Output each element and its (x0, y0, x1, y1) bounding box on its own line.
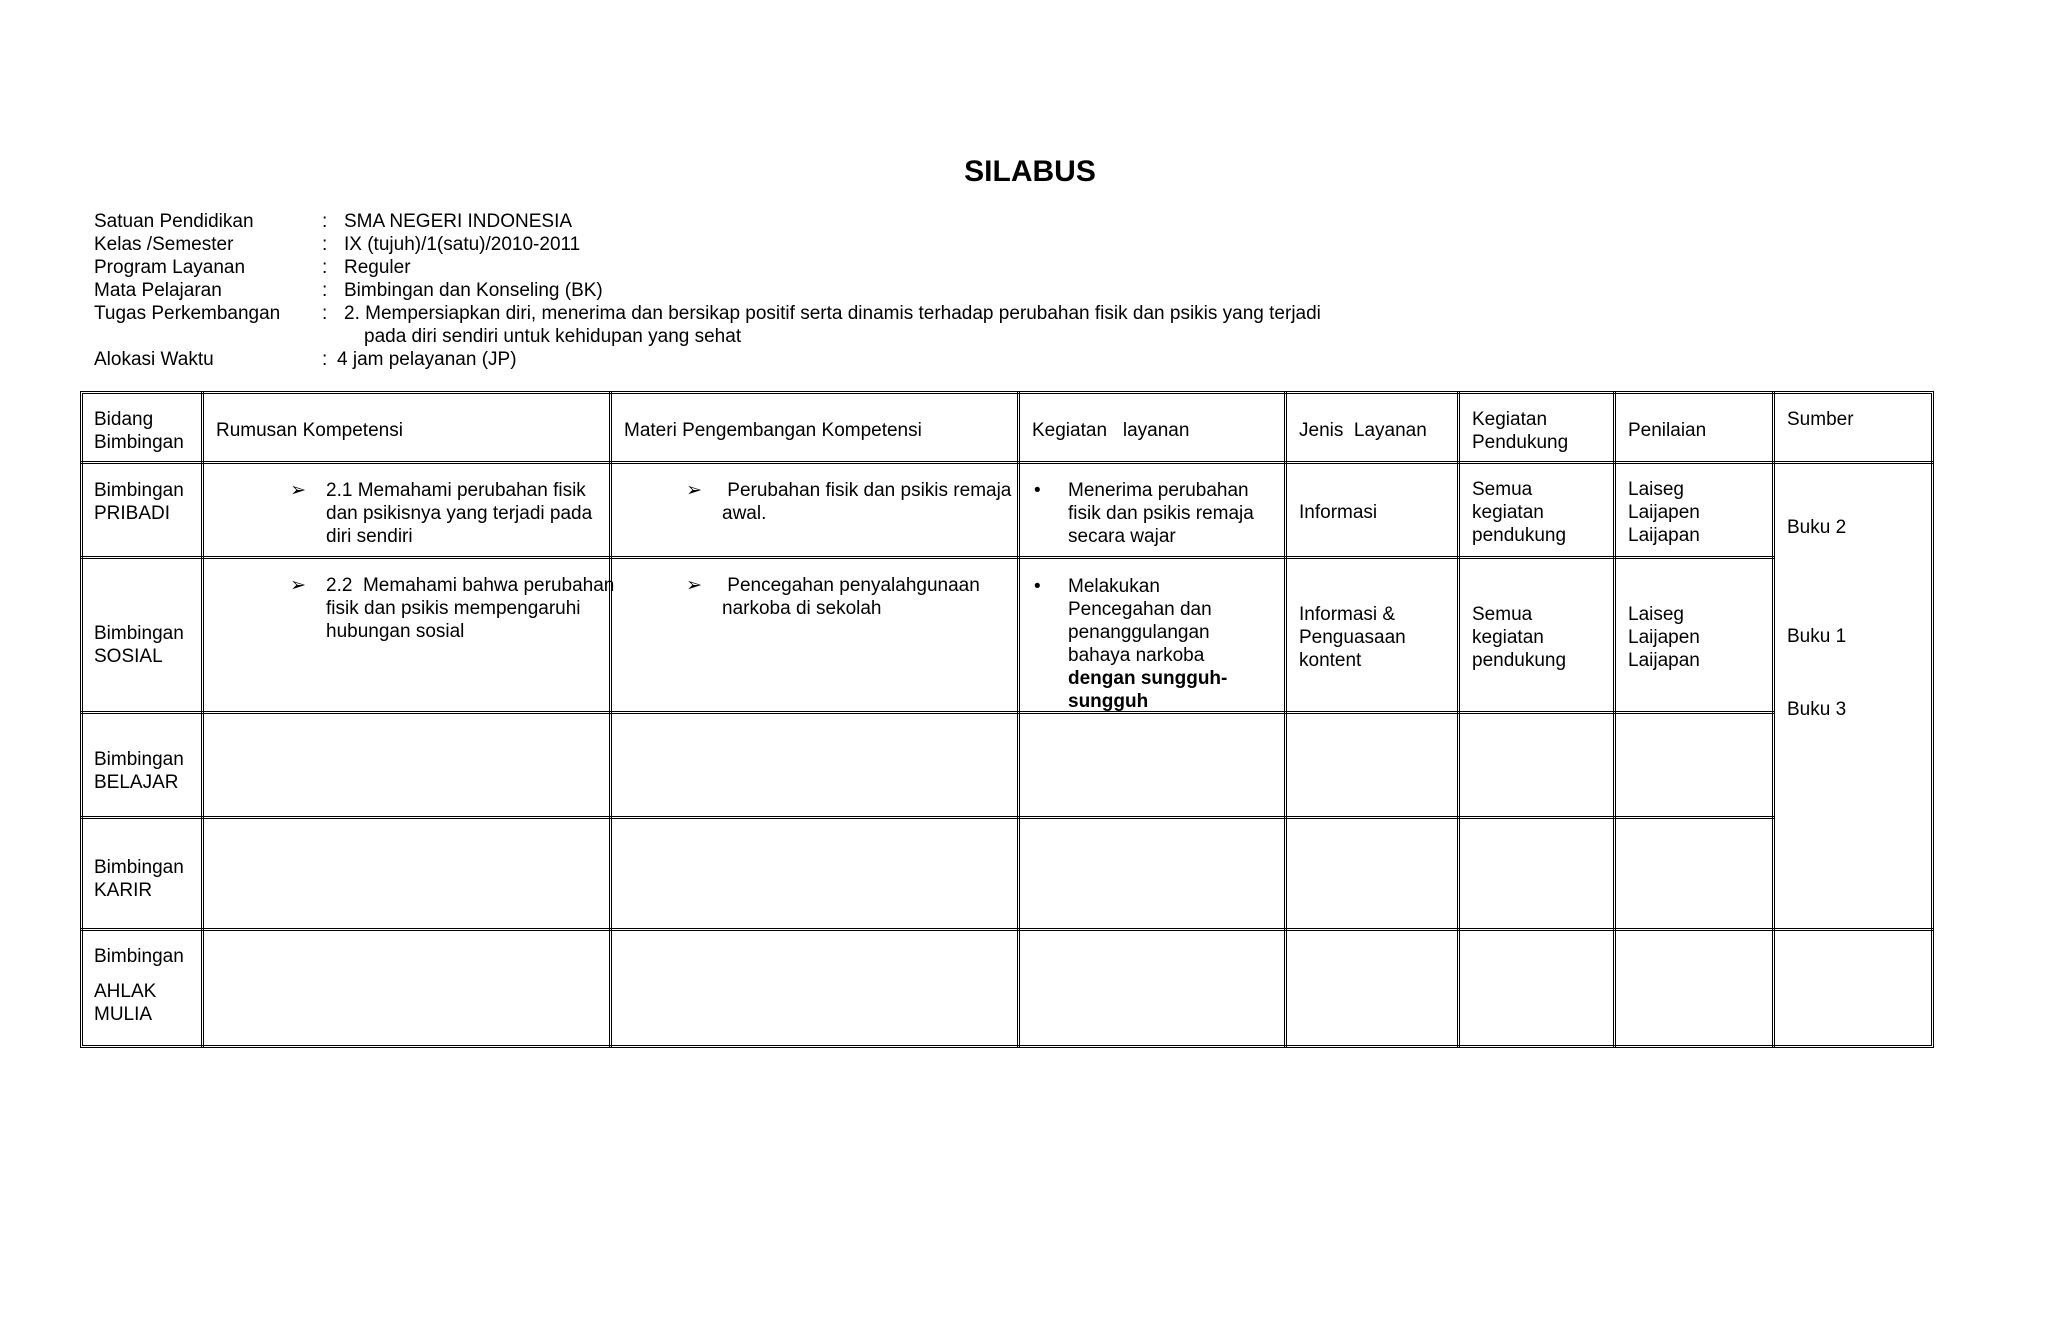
cell-line: BELAJAR (94, 772, 179, 793)
cell-line: Laijapan (1628, 525, 1700, 546)
page-title: SILABUS (964, 155, 1096, 188)
cell-line: dan psikisnya yang terjadi pada (326, 503, 593, 524)
meta-value: SMA NEGERI INDONESIA (344, 211, 573, 232)
row-sosial-materi (612, 574, 1012, 620)
cell-line: Perubahan fisik dan psikis remaja (722, 480, 1012, 501)
arrow-bullet-icon: ➢ (290, 575, 306, 596)
meta-row-alokasi (94, 348, 1494, 371)
meta-label: Mata Pelajaran (94, 280, 222, 301)
meta-colon: : (322, 234, 328, 255)
meta-value (344, 302, 1494, 348)
meta-label: Program Layanan (94, 257, 246, 278)
meta-value: Bimbingan dan Konseling (BK) (344, 280, 603, 301)
cell-line: SOSIAL (94, 646, 163, 667)
header-pendukung (1460, 408, 1610, 454)
meta-colon: : (322, 257, 328, 278)
list-item-text (1068, 479, 1254, 548)
cell-line: fisik dan psikis remaja (1068, 503, 1254, 524)
arrow-bullet-icon: ➢ (290, 480, 306, 501)
table-row-divider (80, 556, 1774, 559)
cell-line: Menerima perubahan (1068, 480, 1249, 501)
meta-label: Kelas /Semester (94, 234, 234, 255)
cell-line: diri sendiri (326, 526, 413, 547)
arrow-bullet-icon: ➢ (686, 575, 702, 596)
cell-line: Bimbingan (94, 857, 184, 878)
cell-line: awal. (722, 503, 767, 524)
table-row-divider (80, 711, 1774, 714)
list-item (216, 479, 604, 548)
header-text: Pendukung (1472, 432, 1569, 453)
meta-value: Reguler (344, 257, 411, 278)
list-item (1032, 575, 1280, 713)
meta-label: Alokasi Waktu (94, 349, 214, 370)
arrow-bullet-icon: ➢ (686, 480, 702, 501)
list-item (216, 574, 615, 643)
list-item (624, 479, 1012, 525)
cell-line: kegiatan (1472, 502, 1544, 523)
meta-row-program (94, 256, 1494, 279)
header-text: Bimbingan (94, 432, 184, 453)
header-rumusan: Rumusan Kompetensi (216, 420, 403, 441)
row-pribadi-bidang (82, 479, 200, 525)
row-pribadi-penilaian (1616, 478, 1766, 547)
list-item-text (326, 574, 614, 643)
cell-line: secara wajar (1068, 526, 1176, 547)
row-pribadi-jenis: Informasi (1299, 502, 1378, 523)
cell-line: pendukung (1472, 650, 1567, 671)
cell-line: Bimbingan (94, 946, 184, 967)
list-item-text (722, 479, 1011, 525)
bullet-icon: • (1034, 576, 1041, 597)
cell-line: kontent (1299, 650, 1362, 671)
row-sosial-penilaian (1616, 603, 1766, 672)
cell-line: Pencegahan penyalahgunaan (722, 575, 980, 596)
cell-line: pendukung (1472, 525, 1567, 546)
cell-line: Pencegahan dan (1068, 599, 1212, 620)
meta-colon: : (322, 280, 328, 301)
header-bidang (82, 408, 200, 454)
sumber-item: Buku 1 (1787, 626, 1847, 647)
row-pribadi-pendukung (1460, 478, 1610, 547)
cell-line: Bimbingan (94, 623, 184, 644)
meta-label: Tugas Perkembangan (94, 303, 281, 324)
cell-line: MULIA (94, 1004, 153, 1025)
list-item (1032, 479, 1280, 548)
list-item (624, 574, 1012, 620)
cell-line: Laijapan (1628, 650, 1700, 671)
meta-row-mapel (94, 279, 1494, 302)
table-row-divider (80, 928, 1934, 931)
meta-colon: : (322, 211, 328, 232)
meta-row-tugas (94, 302, 1494, 348)
cell-line: kegiatan (1472, 627, 1544, 648)
cell-line: Laiseg (1628, 479, 1684, 500)
cell-line: fisik dan psikis mempengaruhi (326, 598, 581, 619)
table-row-divider (80, 461, 1934, 464)
meta-row-satuan (94, 210, 1494, 233)
cell-line: Laiseg (1628, 604, 1684, 625)
meta-row-kelas (94, 233, 1494, 256)
cell-line: Semua (1472, 604, 1533, 625)
header-kegiatan: Kegiatan layanan (1032, 420, 1190, 441)
cell-line: Bimbingan (94, 749, 184, 770)
header-text: Bidang (94, 409, 154, 430)
cell-line: Informasi & (1299, 604, 1396, 625)
row-sosial-rumusan (204, 574, 615, 643)
cell-line-bold: dengan sungguh- (1068, 668, 1228, 689)
cell-line: penanggulangan (1068, 622, 1210, 643)
row-ahlak-bidang (82, 945, 200, 1026)
cell-line: KARIR (94, 880, 153, 901)
row-sosial-bidang (82, 622, 200, 668)
list-item-text (722, 574, 980, 620)
cell-line: narkoba di sekolah (722, 598, 882, 619)
list-item-text (1068, 575, 1227, 713)
cell-line: Semua (1472, 479, 1533, 500)
bullet-icon: • (1034, 480, 1041, 501)
cell-line: bahaya narkoba (1068, 645, 1205, 666)
cell-line: 2.2 Memahami bahwa perubahan (326, 575, 615, 596)
header-penilaian: Penilaian (1628, 420, 1707, 441)
cell-line: Laijapen (1628, 502, 1700, 523)
cell-line: Melakukan (1068, 576, 1160, 597)
meta-value-continuation: pada diri sendiri untuk kehidupan yang sehat (364, 326, 742, 347)
meta-value-line: 2. Mempersiapkan diri, menerima dan bersikap positif serta dinamis terhadap perubahan fisik dan psikis yang terjadi (344, 303, 1321, 324)
cell-line: Bimbingan (94, 480, 184, 501)
row-sosial-pendukung (1460, 603, 1610, 672)
document-meta (94, 210, 1494, 371)
meta-colon: : (322, 303, 328, 324)
row-pribadi-rumusan (204, 479, 604, 548)
header-materi: Materi Pengembangan Kompetensi (624, 420, 922, 441)
row-sosial-jenis (1287, 603, 1455, 672)
row-pribadi-materi (612, 479, 1012, 525)
row-pribadi-kegiatan (1020, 479, 1280, 548)
cell-line: PRIBADI (94, 503, 171, 524)
cell-line-bold: sungguh (1068, 691, 1149, 712)
cell-line: hubungan sosial (326, 621, 465, 642)
header-text: Kegiatan (1472, 409, 1548, 430)
cell-line: Penguasaan (1299, 627, 1406, 648)
table-row-divider (80, 816, 1774, 819)
table-column-divider (1284, 391, 1287, 1048)
cell-line: AHLAK (94, 981, 157, 1002)
sumber-item: Buku 3 (1787, 699, 1847, 720)
meta-label: Satuan Pendidikan (94, 211, 254, 232)
list-item-text (326, 479, 592, 548)
row-karir-bidang (82, 856, 200, 902)
row-belajar-bidang (82, 748, 200, 794)
cell-line: Laijapen (1628, 627, 1700, 648)
sumber-item: Buku 2 (1787, 517, 1847, 538)
header-sumber: Sumber (1787, 409, 1854, 430)
row-sosial-kegiatan (1020, 575, 1280, 713)
cell-line: 2.1 Memahami perubahan fisik (326, 480, 586, 501)
meta-value: IX (tujuh)/1(satu)/2010-2011 (344, 234, 581, 255)
meta-value: 4 jam pelayanan (JP) (337, 349, 517, 370)
meta-colon: : (322, 349, 328, 370)
header-jenis: Jenis Layanan (1299, 420, 1427, 441)
